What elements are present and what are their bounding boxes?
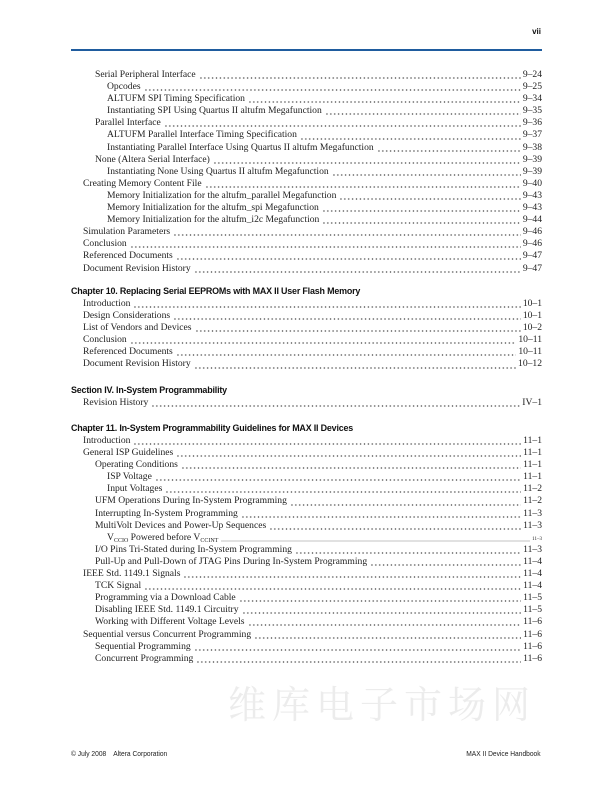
dot-leader [194, 649, 521, 651]
toc-entry-page: 9–43 [522, 202, 542, 214]
toc-entry-label: Simulation Parameters [83, 226, 171, 238]
toc-entry-label: Conclusion [83, 334, 127, 346]
toc-entry-page: 11–1 [523, 435, 542, 446]
toc-entry-label: Conclusion [83, 238, 127, 250]
toc-entry-label: Document Revision History [83, 358, 191, 370]
watermark: 维库电子市场网 [228, 683, 537, 727]
toc-entry[interactable] [71, 298, 542, 310]
toc-entry-label: Introduction [83, 298, 131, 309]
toc-entry-label: Disabling IEEE Std. 1149.1 Circuitry [95, 604, 239, 616]
toc-entry-page: 9–47 [522, 250, 542, 262]
toc-section-0 [71, 69, 542, 275]
dot-leader [195, 330, 521, 332]
toc-entry-label: General ISP Guidelines [83, 447, 174, 459]
toc-entry-page: 9–38 [522, 141, 542, 153]
toc-entry[interactable] [71, 178, 542, 190]
toc-entry[interactable] [71, 334, 542, 346]
toc-entry-page: 11–3 [523, 507, 542, 519]
toc-entry-page: 9–39 [522, 153, 542, 165]
toc-entry-label: Working with Different Voltage Levels [95, 616, 245, 628]
toc-entry[interactable] [71, 556, 542, 568]
toc-entry-label: Concurrent Programming [95, 652, 194, 664]
toc-entry-label: Instantiating Parallel Interface Using Quartus II altufm Megafunction [107, 141, 374, 153]
toc-entry[interactable] [71, 142, 542, 154]
toc-entry-label: ISP Voltage [107, 471, 152, 483]
dot-leader [196, 661, 521, 663]
dot-leader [176, 354, 517, 356]
dot-leader [144, 588, 521, 590]
toc-heading[interactable]: Chapter 10. Replacing Serial EEPROMs with MAX II User Flash Memory [71, 286, 361, 297]
toc-entry-label: Opcodes [107, 81, 141, 93]
toc-entry[interactable] [71, 105, 542, 117]
toc-entry-label: Introduction [83, 435, 131, 446]
toc-entry-label: Instantiating SPI Using Quartus II altufm Megafunction [107, 105, 322, 117]
dot-leader [176, 455, 521, 457]
toc-entry-label: TCK Signal [95, 580, 142, 592]
toc-entry-page: 9–44 [522, 214, 542, 226]
toc-entry[interactable] [71, 166, 542, 178]
toc-entry-label: IEEE Std. 1149.1 Signals [83, 568, 181, 580]
toc-entry-label: UFM Operations During In-System Programming [95, 495, 287, 507]
toc-entry-label: Referenced Documents [83, 346, 173, 358]
toc-entry[interactable] [71, 214, 542, 226]
dot-leader [322, 210, 521, 212]
toc-entry-label: Sequential Programming [95, 640, 191, 652]
toc-entry-page: IV–1 [522, 397, 542, 408]
dot-leader [144, 89, 521, 91]
toc-entry-label: Interrupting In-System Programming [95, 507, 238, 519]
dot-leader [254, 637, 521, 639]
dot-leader [290, 504, 521, 506]
toc-entry-label-part: CCINT [200, 537, 219, 544]
toc-heading[interactable]: Chapter 11. In-System Programmability Guidelines for MAX II Devices [71, 423, 354, 434]
dot-leader [183, 576, 521, 578]
dot-leader [176, 258, 521, 260]
toc-entry-label: Referenced Documents [83, 250, 173, 262]
dot-leader [151, 405, 520, 407]
toc-entry[interactable] [71, 629, 542, 641]
dot-leader [332, 174, 521, 176]
toc-entry[interactable] [71, 532, 542, 544]
dot-leader [133, 443, 521, 445]
dot-leader [269, 528, 521, 530]
toc-entry-label: Design Considerations [83, 310, 171, 322]
toc-entry-label: MultiVolt Devices and Power-Up Sequences [95, 519, 267, 531]
dot-leader [194, 367, 516, 369]
toc-entry[interactable] [71, 592, 542, 604]
toc-entry[interactable] [71, 616, 542, 628]
toc-entry-page: 11–6 [523, 616, 542, 628]
dot-leader [164, 125, 521, 127]
toc-entry-label: Operating Conditions [95, 459, 178, 471]
toc-entry-page: 10–2 [522, 322, 542, 334]
dot-leader [248, 624, 522, 626]
toc-entry[interactable] [71, 250, 542, 262]
dot-leader [155, 479, 521, 481]
toc-entry-label: Memory Initialization for the altufm_spi Megafunction [107, 202, 319, 214]
toc-entry-page: 11–1 [523, 471, 542, 483]
toc-entry-page: 11–4 [523, 580, 542, 592]
toc-entry-page: 11–3 [523, 543, 542, 555]
toc-entry[interactable] [71, 190, 542, 202]
toc-entry-label: Input Voltages [107, 483, 163, 495]
toc-section-section-iv [71, 384, 542, 409]
toc-entry[interactable] [71, 435, 542, 447]
toc-entry-label: I/O Pins Tri-Stated during In-System Programming [95, 543, 292, 555]
dot-leader [300, 138, 521, 140]
toc-entry-page: 11–5 [523, 604, 542, 616]
toc-entry-label: Sequential versus Concurrent Programming [83, 628, 252, 640]
toc-entry-page: 9–35 [522, 105, 542, 117]
dot-leader [130, 342, 517, 344]
dot-leader [173, 234, 521, 236]
toc-entry-page: 10–1 [522, 298, 542, 309]
toc-entry-page: 9–46 [522, 238, 542, 250]
toc-entry[interactable] [71, 226, 542, 238]
toc-entry[interactable] [71, 129, 542, 141]
dot-leader [370, 564, 521, 566]
toc-entry[interactable] [71, 568, 542, 580]
toc-entry[interactable] [71, 346, 542, 358]
toc-entry-page: 11–6 [523, 640, 542, 652]
toc-entry-label-part: Powered before V [128, 531, 201, 543]
toc-entry[interactable] [71, 580, 542, 592]
toc-entry[interactable] [71, 520, 542, 532]
dot-leader [248, 101, 521, 103]
toc-entry-label: List of Vendors and Devices [83, 322, 192, 334]
toc-entry[interactable] [71, 544, 542, 556]
toc-entry-label: Memory Initialization for the altufm_parallel Megafunction [107, 189, 337, 201]
toc-entry[interactable] [71, 653, 542, 665]
toc-entry-page: 11–1 [523, 447, 542, 459]
toc-entry[interactable] [71, 604, 542, 616]
toc-entry-label: Pull-Up and Pull-Down of JTAG Pins During In-System Programming [95, 555, 368, 567]
header-rule [71, 49, 542, 51]
toc-entry[interactable] [71, 322, 542, 334]
dot-leader [205, 186, 521, 188]
toc-entry[interactable] [71, 641, 542, 653]
toc-entry[interactable] [71, 483, 542, 495]
toc-entry-page: 11–6 [523, 652, 542, 664]
toc-entry-page: 9–46 [522, 226, 542, 238]
toc-entry-page: 9–37 [522, 129, 542, 141]
toc-entry-label: Revision History [83, 397, 149, 408]
toc-entry-page: 10–11 [518, 346, 542, 358]
toc-entry-page: 11–5 [523, 592, 542, 604]
toc-entry[interactable] [71, 263, 542, 275]
toc-entry[interactable] [71, 202, 542, 214]
toc-entry-label: None (Altera Serial Interface) [95, 153, 210, 165]
toc-entry[interactable] [71, 358, 542, 370]
dot-leader [199, 77, 521, 79]
toc-entry-label: Serial Peripheral Interface [95, 69, 196, 80]
dot-leader [181, 467, 521, 469]
toc-entry-page: 9–36 [522, 117, 542, 129]
toc-entry-label: ALTUFM Parallel Interface Timing Specification [107, 129, 297, 141]
toc-entry-page: 11–3 [523, 519, 542, 531]
toc-entry-page: 11–1 [523, 459, 542, 471]
dot-leader [213, 162, 521, 164]
dot-leader [239, 600, 521, 602]
toc-entry[interactable] [71, 310, 542, 322]
toc-entry[interactable] [71, 238, 542, 250]
toc-section-chapter-10 [71, 285, 542, 371]
dot-leader [377, 150, 521, 152]
toc-entry-page: 9–25 [522, 81, 542, 93]
toc-entry-page: 11–4 [523, 568, 542, 580]
dot-leader [173, 318, 521, 320]
footer-title: MAX II Device Handbook [466, 749, 541, 758]
toc-entry[interactable] [71, 93, 542, 105]
toc-entry-page: 11–4 [523, 555, 542, 567]
toc-entry-label: Document Revision History [83, 262, 191, 274]
footer-copyright: © July 2008 Altera Corporation [71, 749, 168, 758]
dot-leader [130, 246, 521, 248]
toc-entry-page: 11–6 [523, 628, 542, 640]
toc-entry[interactable] [71, 69, 542, 81]
toc-entry[interactable] [71, 117, 542, 129]
dot-leader [133, 306, 520, 308]
toc-entry[interactable] [71, 397, 542, 409]
page-number: vii [532, 27, 541, 36]
dot-leader [295, 552, 521, 554]
toc-section-chapter-11 [71, 422, 542, 665]
toc-entry-page: 9–24 [522, 69, 542, 80]
toc-entry-page: 9–40 [522, 177, 542, 189]
dot-leader [221, 540, 530, 542]
dot-leader [165, 491, 521, 493]
toc-entry-page: 11–2 [523, 495, 542, 507]
toc-entry[interactable] [71, 459, 542, 471]
toc-entry-label: Parallel Interface [95, 117, 161, 129]
toc-entry-page: 10–12 [518, 358, 542, 370]
toc-entry-label: Memory Initialization for the altufm_i2c Megafunction [107, 214, 320, 226]
toc-entry-label-part: CCIO [113, 537, 129, 544]
toc-entry-page: 9–39 [522, 165, 542, 177]
toc-entry-page: 9–43 [522, 189, 542, 201]
toc-heading[interactable]: Section IV. In-System Programmability [71, 385, 227, 396]
toc-entry[interactable] [71, 495, 542, 507]
toc-entry-page: 9–34 [522, 93, 542, 105]
toc-entry-page: 11–2 [523, 483, 542, 495]
toc-entry-label: ALTUFM SPI Timing Specification [107, 93, 245, 105]
toc-entry-label: Programming via a Download Cable [95, 592, 236, 604]
dot-leader [322, 222, 520, 224]
toc-entry-label: Creating Memory Content File [83, 177, 202, 189]
toc-entry-label: Instantiating None Using Quartus II altufm Megafunction [107, 165, 329, 177]
dot-leader [325, 113, 521, 115]
toc-entry-page: 10–11 [518, 334, 542, 346]
toc-entry-page: 11–3 [532, 536, 542, 542]
toc-entry-label-part: V [107, 531, 114, 543]
toc-entry[interactable] [71, 154, 542, 166]
toc-entry[interactable] [71, 81, 542, 93]
toc-entry[interactable] [71, 508, 542, 520]
dot-leader [241, 516, 521, 518]
toc-entry[interactable] [71, 471, 542, 483]
toc-entry-page: 9–47 [522, 262, 542, 274]
toc-entry[interactable] [71, 447, 542, 459]
dot-leader [242, 612, 522, 614]
dot-leader [339, 198, 520, 200]
dot-leader [194, 271, 521, 273]
toc-entry-page: 10–1 [522, 310, 542, 322]
